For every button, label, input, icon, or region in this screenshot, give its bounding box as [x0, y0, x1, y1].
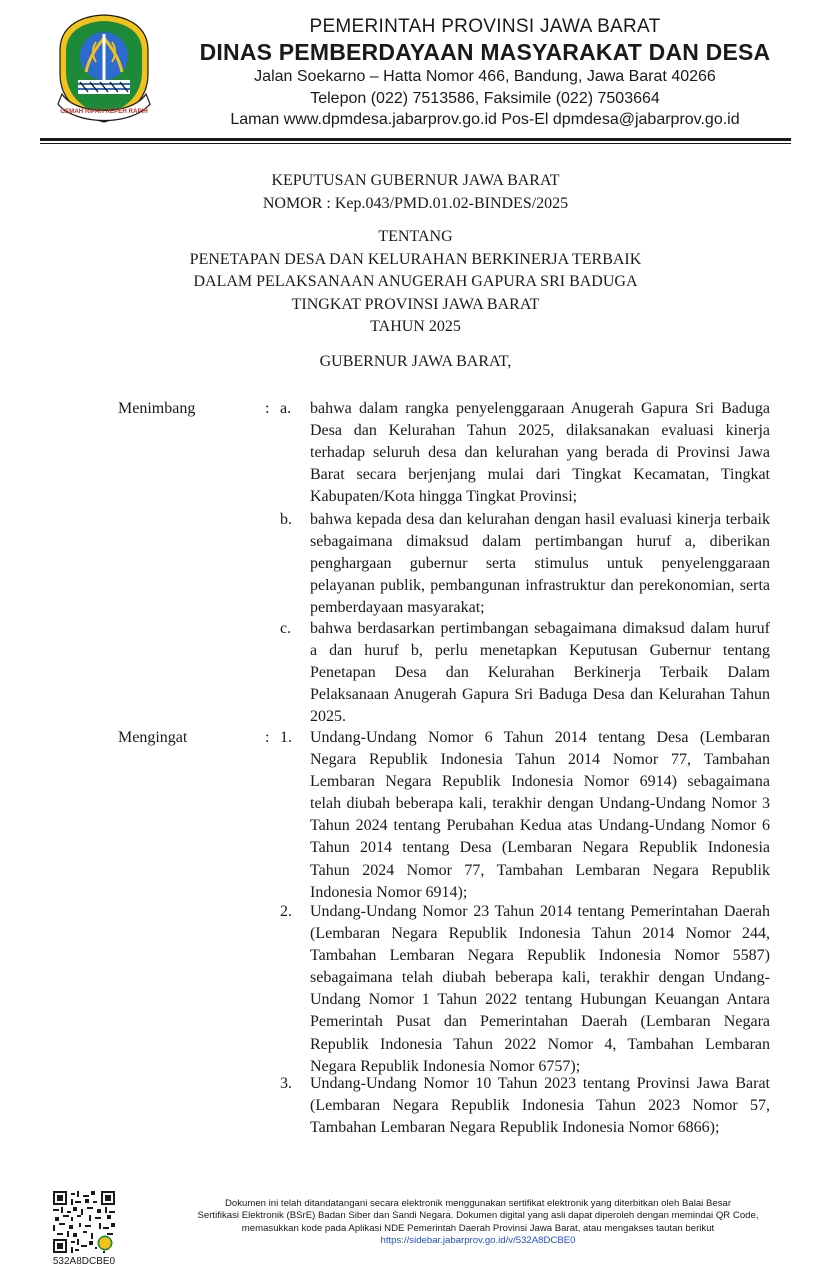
- section-colon: :: [265, 729, 270, 746]
- list-marker: 3.: [280, 1075, 292, 1092]
- svg-text:GEMAH RIPAH REPEH RAPIH: GEMAH RIPAH REPEH RAPIH: [60, 108, 148, 115]
- footer-line: Sertifikasi Elektronik (BSrE) Badan Siber dan Sandi Negara. Dokumen digital yang asli dapat diperoleh dengan memindai QR Code,: [197, 1210, 759, 1222]
- text-line: Negara Republik Indonesia Nomor 6757);: [310, 1057, 581, 1075]
- text-line: Tahun 2024 Nomor 77, Tambahan Lembaran Negara Republik: [310, 861, 770, 879]
- letterhead-agency: DINAS PEMBERDAYAAN MASYARAKAT DAN DESA: [199, 39, 771, 65]
- text-line: Pelaksanaan Anugerah Gapura Sri Baduga Desa dan Kelurahan Tahun: [310, 686, 770, 704]
- text-line: Tahun 2024 tentang Perubahan Kedua atas Undang-Undang Nomor 6: [310, 817, 770, 835]
- text-line: (Lembaran Negara Republik Indonesia Tahun 2023 Nomor 57,: [310, 1097, 770, 1115]
- text-line: terhadap seluruh desa dan kelurahan yang berada di Provinsi Jawa: [310, 444, 770, 462]
- list-marker: a.: [280, 400, 292, 417]
- decree-number: NOMOR : Kep.043/PMD.01.02-BINDES/2025: [262, 194, 569, 212]
- letterhead: [170, 16, 800, 131]
- decree-subject-line: DALAM PELAKSANAAN ANUGERAH GAPURA SRI BADUGA: [193, 273, 638, 290]
- text-line: Undang-Undang Nomor 10 Tahun 2023 tentang Provinsi Jawa Barat: [310, 1075, 770, 1092]
- qr-code-icon[interactable]: [53, 1191, 115, 1253]
- letterhead-web: Laman www.dpmdesa.jabarprov.go.id Pos-El dpmdesa@jabarprov.go.id: [230, 111, 740, 128]
- decree-subject-line: PENETAPAN DESA DAN KELURAHAN BERKINERJA TERBAIK: [189, 250, 642, 268]
- letterhead-rule-thin: [40, 143, 791, 144]
- section-label: Mengingat: [118, 729, 188, 746]
- text-line: Undang-Undang Nomor 6 Tahun 2014 tentang Desa (Lembaran: [310, 729, 770, 746]
- section-label: Menimbang: [118, 400, 196, 417]
- letterhead-rule-thick: [40, 138, 791, 141]
- list-item-text: [310, 901, 770, 1078]
- text-line: Republik Indonesia Tahun 2022 Nomor 4, Tambahan Lembaran: [310, 1035, 770, 1053]
- text-line: Kabupaten/Kota hingga Tingkat Provinsi;: [310, 488, 578, 506]
- text-line: pelayanan publik, pembangunan infrastruktur dan perekonomian, serta: [310, 577, 770, 595]
- text-line: pemberdayaan masyarakat;: [310, 599, 485, 617]
- letterhead-phone: Telepon (022) 7513586, Faksimile (022) 7503664: [310, 89, 660, 107]
- text-line: sebagaimana dimaksud dalam pertimbangan huruf a, diberikan: [310, 533, 770, 551]
- letterhead-address: Jalan Soekarno – Hatta Nomor 466, Bandung, Jawa Barat 40266: [254, 68, 716, 85]
- footer-line: Dokumen ini telah ditandatangani secara elektronik menggunakan sertifikat elektronik yang diterbitkan oleh Balai Besar: [224, 1198, 732, 1209]
- text-line: bahwa kepada desa dan kelurahan dengan hasil evaluasi kinerja terbaik: [310, 511, 770, 528]
- text-line: telah diubah beberapa kali, terakhir dengan Undang-Undang Nomor 3: [310, 795, 770, 813]
- decree-heading: KEPUTUSAN GUBERNUR JAWA BARAT: [271, 172, 560, 189]
- text-line: a dan huruf b, perlu menetapkan Keputusan Gubernur tentang: [310, 642, 770, 660]
- footer-line: memasukkan kode pada Aplikasi NDE Pemerintah Daerah Provinsi Jawa Barat, atau mengakses tautan berikut: [241, 1222, 715, 1234]
- list-item-text: [310, 509, 770, 619]
- jawa-barat-emblem-icon: [56, 12, 152, 124]
- text-line: sebagaimana telah diubah beberapa kali, terakhir dengan Undang-: [310, 969, 770, 987]
- list-marker: 1.: [280, 729, 292, 746]
- text-line: Indonesia Nomor 6914);: [310, 883, 468, 901]
- list-item-text: [310, 618, 770, 728]
- list-marker: c.: [280, 620, 292, 637]
- qr-code-label: 532A8DCBE0: [52, 1256, 116, 1267]
- text-line: bahwa berdasarkan pertimbangan sebagaimana dimaksud dalam huruf: [310, 620, 770, 637]
- text-line: bahwa dalam rangka penyelenggaraan Anugerah Gapura Sri Baduga: [310, 400, 770, 417]
- text-line: Tambahan Lembaran Negara Republik Indonesia Nomor 5587): [310, 947, 770, 965]
- list-item-text: [310, 398, 770, 508]
- list-marker: 2.: [280, 903, 292, 920]
- text-line: Pemerintah Pusat dan Pemerintahan Daerah (Lembaran Negara: [310, 1013, 770, 1031]
- text-line: Penetapan Desa dan Kelurahan Berkinerja Terbaik Dalam: [310, 664, 770, 682]
- decree-issuer: GUBERNUR JAWA BARAT,: [319, 352, 512, 370]
- decree-subject-line: TAHUN 2025: [370, 318, 461, 335]
- list-item-text: [310, 1073, 770, 1139]
- text-line: Tahun 2014 tentang Desa (Lembaran Negara Republik Indonesia: [310, 839, 770, 857]
- letterhead-government: PEMERINTAH PROVINSI JAWA BARAT: [309, 16, 661, 37]
- text-line: 2025.: [310, 708, 346, 726]
- list-item-text: [310, 727, 770, 904]
- list-marker: b.: [280, 511, 292, 528]
- text-line: penghargaan gubernur serta stimulus untuk penyelenggaraan: [310, 555, 770, 573]
- verification-link[interactable]: https://sidebar.jabarprov.go.id/v/532A8DCBE0: [380, 1235, 576, 1247]
- text-line: Undang Nomor 1 Tahun 2022 tentang Hubungan Keuangan Antara: [310, 991, 770, 1009]
- text-line: Barat secara berjenjang mulai dari Tingkat Kecamatan, Tingkat: [310, 466, 770, 484]
- section-colon: :: [265, 400, 270, 417]
- text-line: Lembaran Negara Republik Indonesia Nomor 6914) sebagaimana: [310, 773, 770, 791]
- electronic-signature-note: [148, 1198, 808, 1248]
- decree-title-block: [40, 170, 791, 373]
- text-line: (Lembaran Negara Republik Indonesia Tahun 2014 Nomor 244,: [310, 925, 770, 943]
- text-line: Tambahan Lembaran Negara Republik Indonesia Nomor 6866);: [310, 1119, 720, 1137]
- text-line: Desa dan Kelurahan Tahun 2025, dilaksanakan evaluasi kinerja: [310, 422, 770, 440]
- text-line: Negara Republik Indonesia Tahun 2014 Nomor 77, Tambahan: [310, 751, 770, 769]
- decree-subject-line: TINGKAT PROVINSI JAWA BARAT: [291, 295, 540, 313]
- decree-about: TENTANG: [378, 228, 453, 245]
- text-line: Undang-Undang Nomor 23 Tahun 2014 tentang Pemerintahan Daerah: [310, 903, 770, 920]
